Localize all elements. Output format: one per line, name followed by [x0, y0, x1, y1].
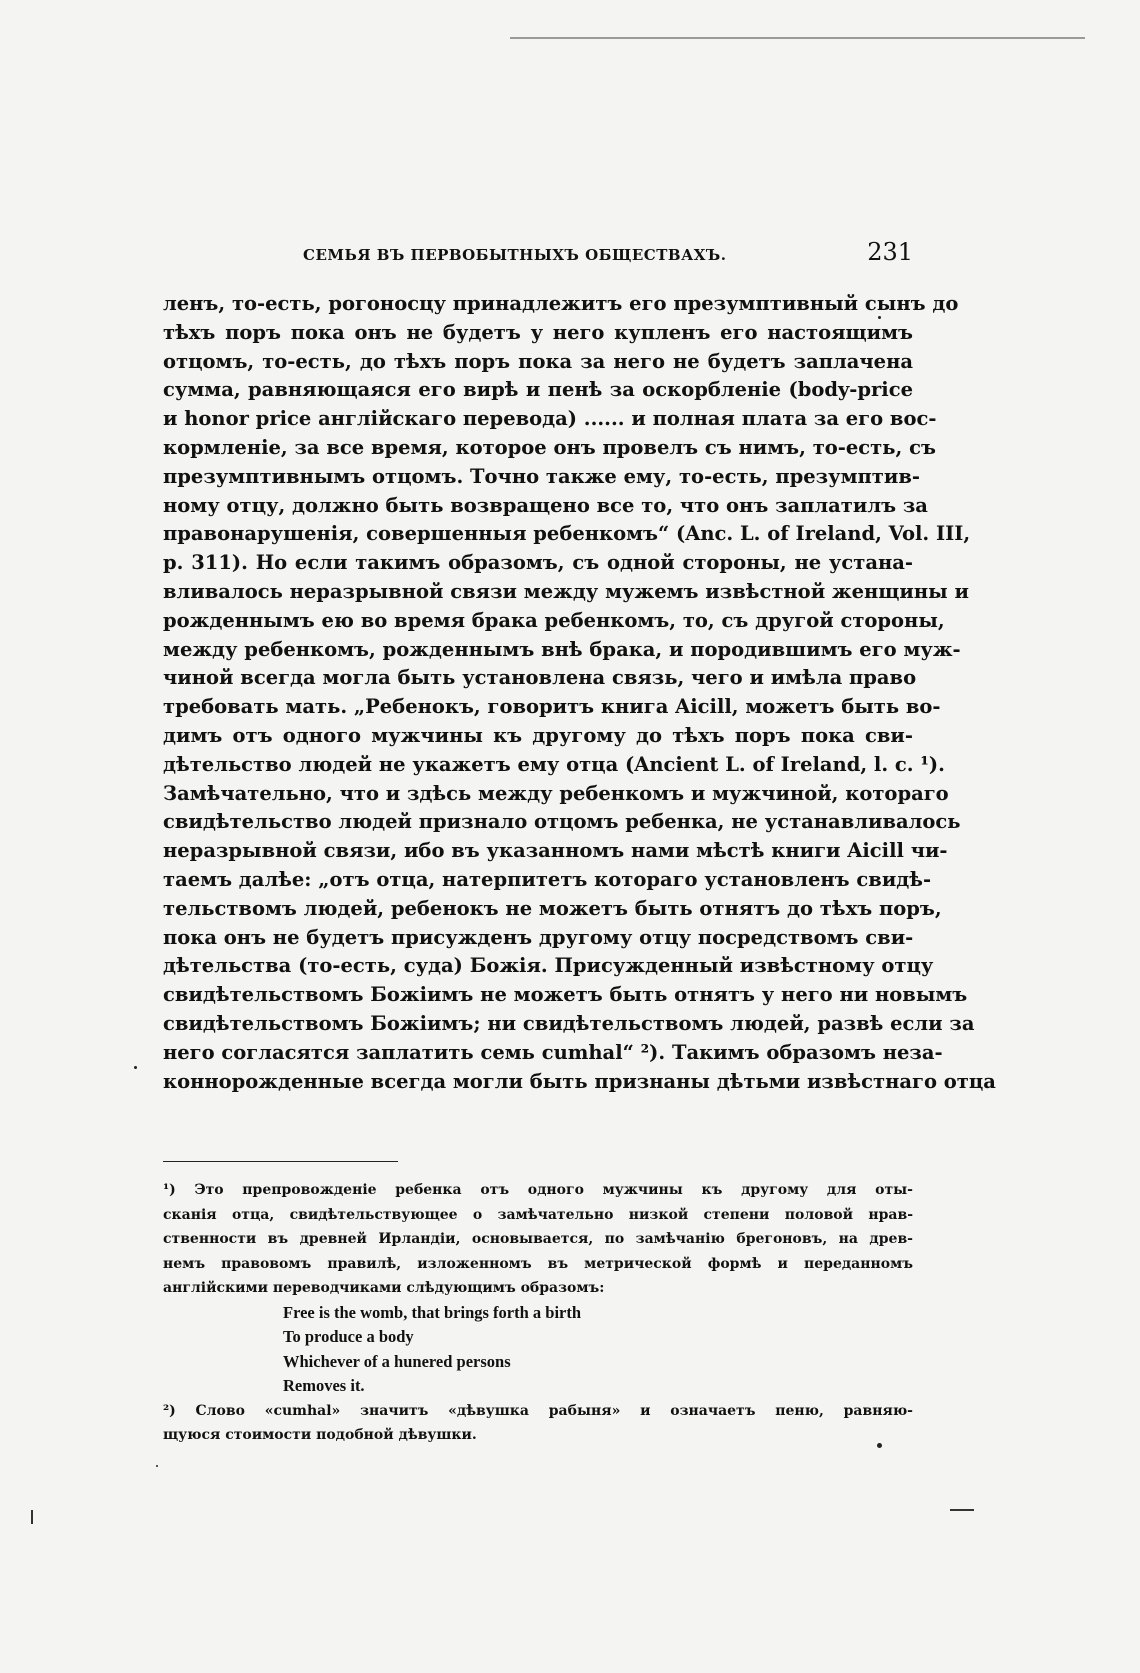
scan-speck	[877, 1443, 882, 1448]
text-line: него согласятся заплатить семь cumhal“ ²). Такимъ образомъ неза-	[163, 1040, 943, 1064]
text-line: кормленіе, за все время, которое онъ провелъ съ нимъ, то-есть, съ	[163, 435, 936, 459]
text-line: Замѣчательно, что и здѣсь между ребенкомъ и мужчиной, котораго	[163, 781, 949, 805]
text-line: пока онъ не будетъ присужденъ другому отцу посредствомъ сви-	[163, 925, 914, 949]
footnote-1-line: ¹) Это препровожденіе ребенка отъ одного мужчины къ другому для оты-	[163, 1182, 913, 1198]
body-text	[163, 290, 996, 1096]
text-line: тѣхъ поръ пока онъ не будетъ у него купленъ его настоящимъ	[163, 320, 913, 344]
text-line: презумптивнымъ отцомъ. Точно также ему, то-есть, презумптив-	[163, 464, 920, 488]
scan-speck	[878, 316, 881, 319]
verse-line: Removes it.	[283, 1376, 365, 1395]
running-head: СЕМЬЯ ВЪ ПЕРВОБЫТНЫХЪ ОБЩЕСТВАХЪ.	[303, 246, 727, 264]
margin-mark	[950, 1509, 974, 1511]
footnote-divider	[163, 1161, 398, 1162]
text-line: рожденнымъ ею во время брака ребенкомъ, то, съ другой стороны,	[163, 608, 945, 632]
text-line: p. 311). Но если такимъ образомъ, съ одной стороны, не устана-	[163, 551, 913, 575]
text-line: димъ отъ одного мужчины къ другому до тѣхъ поръ пока сви-	[163, 723, 913, 747]
footnote-1-line: англійскими переводчиками слѣдующимъ образомъ:	[163, 1280, 605, 1296]
text-line: ному отцу, должно быть возвращено все то, что онъ заплатилъ за	[163, 493, 928, 517]
page-header	[163, 238, 913, 274]
footnote-1-line: сканія отца, свидѣтельствующее о замѣчательно низкой степени половой нрав-	[163, 1206, 913, 1223]
text-line: свидѣтельство людей признало отцомъ ребенка, не устанавливалось	[163, 810, 961, 834]
text-line: чиной всегда могла быть установлена связь, чего и имѣла право	[163, 666, 917, 690]
text-line: неразрывной связи, ибо въ указанномъ нами мѣстѣ книги Aicill чи-	[163, 839, 948, 863]
text-line: сумма, равняющаяся его вирѣ и пенѣ за оскорбленіе (body-price	[163, 378, 913, 402]
footnote-2-line: щуюся стоимости подобной дѣвушки.	[163, 1427, 477, 1443]
top-edge-rule	[510, 37, 1085, 39]
text-line: ленъ, то-есть, рогоносцу принадлежитъ его презумптивный сынъ до	[163, 292, 959, 315]
footnote-2-line: ²) Слово «cumhal» значитъ «дѣвушка рабыня» и означаетъ пеню, равняю-	[163, 1402, 913, 1419]
text-line: тельствомъ людей, ребенокъ не можетъ быть отнятъ до тѣхъ поръ,	[163, 896, 942, 920]
scan-speck	[156, 1465, 158, 1467]
text-line: таемъ далѣе: „отъ отца, натерпитетъ котораго установленъ свидѣ-	[163, 867, 932, 891]
page-number: 231	[867, 238, 913, 266]
scan-speck	[134, 1066, 137, 1069]
text-line: правонарушенія, совершенныя ребенкомъ“ (Anc. L. of Ireland, Vol. III,	[163, 522, 971, 546]
text-line: и honor price англійскаго перевода) ...... и полная плата за его вос-	[163, 407, 937, 431]
footnote-1-line: ственности въ древней Ирландіи, основывается, по замѣчанію брегоновъ, на древ-	[163, 1231, 913, 1247]
text-line: вливалось неразрывной связи между мужемъ извѣстной женщины и	[163, 579, 969, 603]
text-line: требовать мать. „Ребенокъ, говоритъ книга Aicill, можетъ быть во-	[163, 695, 941, 719]
footnote-1-line: немъ правовомъ правилѣ, изложенномъ въ метрической формѣ и переданномъ	[163, 1255, 913, 1272]
verse-line: Whichever of a hunered persons	[283, 1351, 511, 1371]
text-line: свидѣтельствомъ Божіимъ; ни свидѣтельствомъ людей, развѣ если за	[163, 1011, 975, 1035]
text-line: коннорожденные всегда могли быть признаны дѣтьми извѣстнаго отца	[163, 1069, 996, 1093]
verse-line: To produce a body	[283, 1327, 414, 1346]
verse-line: Free is the womb, that brings forth a birth	[283, 1302, 582, 1322]
text-line: между ребенкомъ, рожденнымъ внѣ брака, и породившимъ его муж-	[163, 637, 961, 661]
text-line: дѣтельства (то-есть, суда) Божія. Присужденный извѣстному отцу	[163, 954, 934, 978]
margin-mark	[31, 1510, 33, 1524]
text-line: отцомъ, то-есть, до тѣхъ поръ пока за него не будетъ заплачена	[163, 349, 913, 373]
text-line: свидѣтельствомъ Божіимъ не можетъ быть отнятъ у него ни новымъ	[163, 983, 968, 1007]
footnotes	[163, 1178, 913, 1448]
text-line: дѣтельство людей не укажетъ ему отца (Ancient L. of Ireland, l. c. ¹).	[163, 752, 945, 776]
